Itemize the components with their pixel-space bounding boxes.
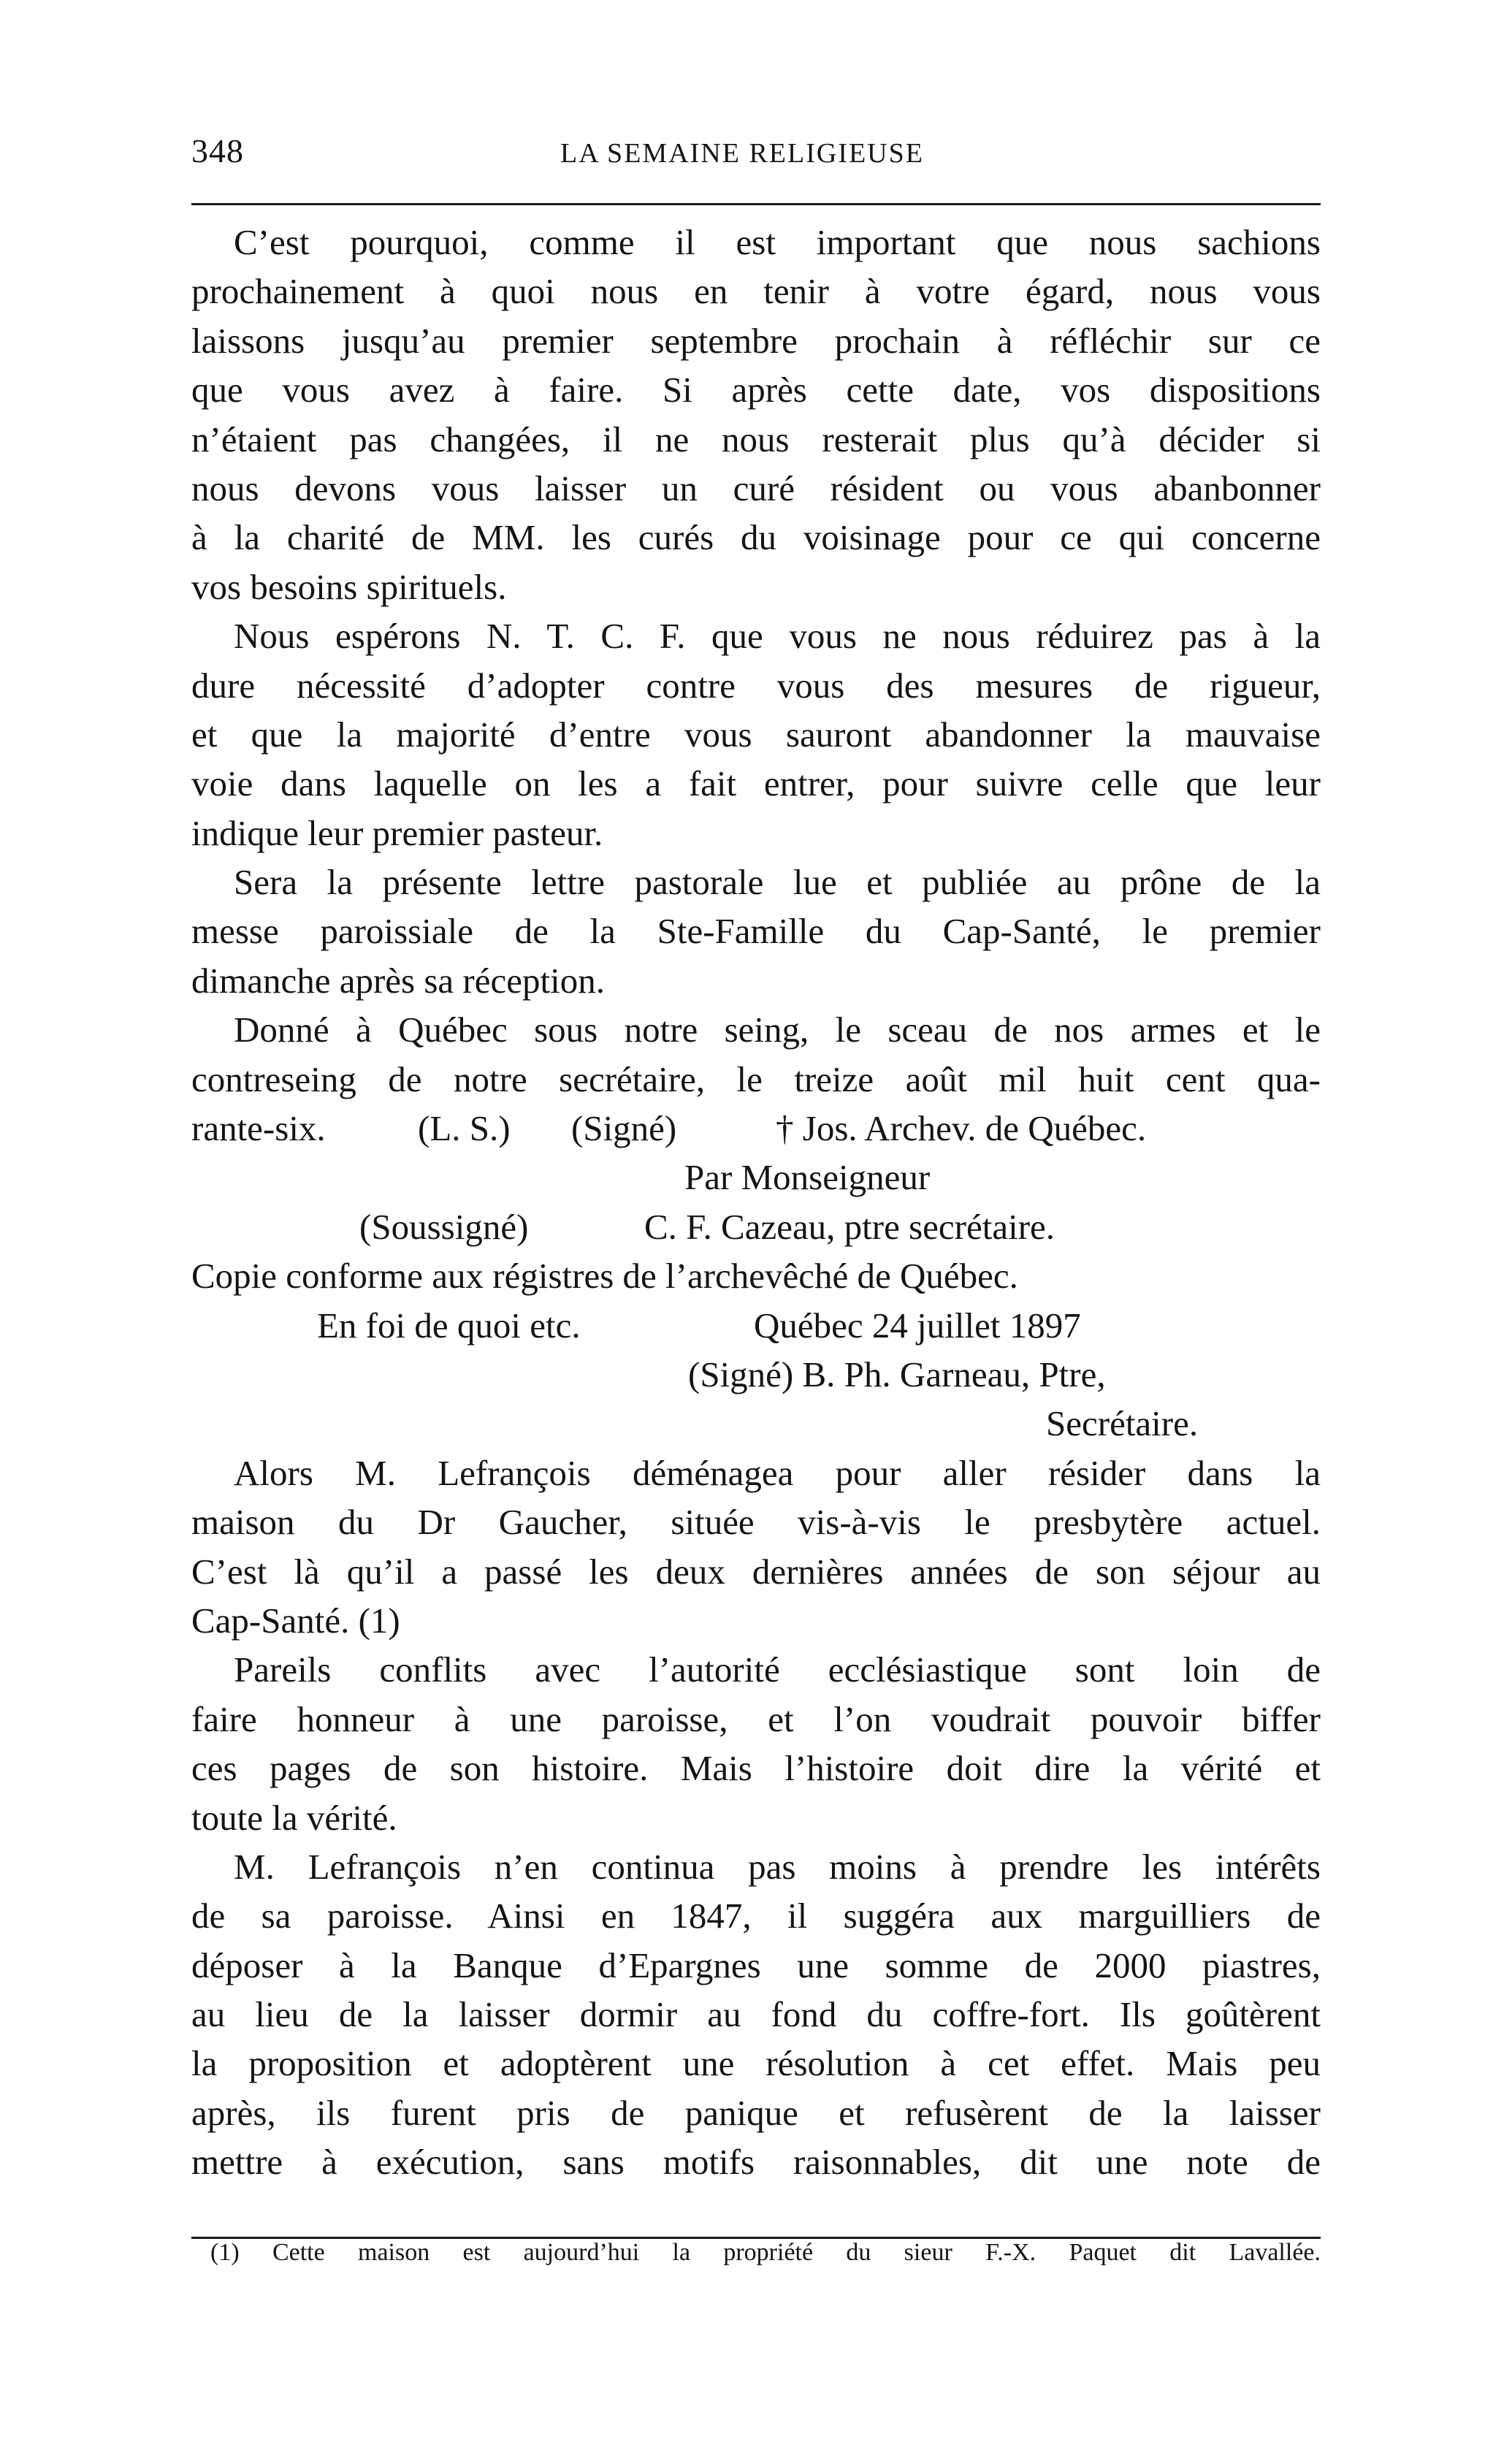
signature-line (191, 1104, 1321, 1153)
text-line: Pareils conflits avec l’autorité ecclésiastique sont loin de (234, 1649, 1321, 1690)
text-line: au lieu de la laisser dormir au fond du coffre-fort. Ils goûtèrent (191, 1994, 1321, 2035)
text-line: Donné à Québec sous notre seing, le sceau de nos armes et le (234, 1010, 1321, 1050)
text-line: vos besoins spirituels. (191, 566, 507, 607)
text-line: après, ils furent pris de panique et refusèrent de la laisser (191, 2092, 1321, 2133)
en-foi: En foi de quoi etc. (317, 1305, 581, 1346)
signature-line (191, 1251, 1321, 1300)
signature-line (191, 1350, 1321, 1399)
signature-line (191, 1202, 1321, 1251)
text-line: prochainement à quoi nous en tenir à votre égard, nous vous (191, 271, 1321, 312)
text-line: C’est pourquoi, comme il est important que nous sachions (234, 222, 1321, 262)
text-line: Alors M. Lefrançois déménagea pour aller résider dans la (234, 1452, 1321, 1493)
signature-line (191, 1399, 1321, 1448)
header-rule (191, 203, 1321, 205)
date-end: rante-six. (191, 1108, 326, 1149)
secretary-signature: C. F. Cazeau, ptre secrétaire. (644, 1206, 1055, 1247)
text-line: faire honneur à une paroisse, et l’on voudrait pouvoir biffer (191, 1698, 1321, 1739)
signed-mark: (Signé) (571, 1108, 677, 1149)
text-line: laissons jusqu’au premier septembre prochain à réfléchir sur ce (191, 320, 1321, 361)
text-line: dure nécessité d’adopter contre vous des mesures de rigueur, (191, 665, 1321, 706)
page-header (191, 131, 1321, 175)
body-text (191, 218, 1321, 2187)
archbishop-signature: † Jos. Archev. de Québec. (776, 1108, 1147, 1149)
text-line: Nous espérons N. T. C. F. que vous ne nous réduirez pas à la (234, 616, 1321, 657)
par-monseigneur: Par Monseigneur (684, 1157, 931, 1198)
running-head: LA SEMAINE RELIGIEUSE (560, 138, 924, 169)
text-line: toute la vérité. (191, 1797, 397, 1838)
text-line: dimanche après sa réception. (191, 960, 605, 1001)
footnote: (1) Cette maison est aujourd’hui la propriété du sieur F.-X. Paquet dit Lavallée. (210, 2239, 1321, 2266)
copy-date: Québec 24 juillet 1897 (754, 1305, 1081, 1346)
signature-line (191, 1153, 1321, 1202)
text-line: n’étaient pas changées, il ne nous resterait plus qu’à décider si (191, 419, 1321, 459)
text-line: contreseing de notre secrétaire, le treize août mil huit cent qua- (191, 1058, 1321, 1099)
text-line: indique leur premier pasteur. (191, 812, 603, 853)
garneau-signature: (Signé) B. Ph. Garneau, Ptre, (688, 1354, 1106, 1394)
text-line: de sa paroisse. Ainsi en 1847, il suggéra aux marguilliers de (191, 1896, 1321, 1936)
text-line: mettre à exécution, sans motifs raisonnables, dit une note de (191, 2142, 1321, 2183)
text-line: nous devons vous laisser un curé résident ou vous abanbonner (191, 468, 1321, 508)
text-line: Sera la présente lettre pastorale lue et publiée au prône de la (234, 862, 1321, 903)
seal-mark: (L. S.) (418, 1108, 511, 1149)
countersigned-mark: (Soussigné) (359, 1206, 529, 1247)
text-line: déposer à la Banque d’Epargnes une somme de 2000 piastres, (191, 1945, 1321, 1985)
text-line: Cap-Santé. (1) (191, 1600, 400, 1641)
secretaire-title: Secrétaire. (1046, 1403, 1199, 1444)
text-line: la proposition et adoptèrent une résolution à cet effet. Mais peu (191, 2043, 1321, 2084)
text-line: maison du Dr Gaucher, située vis-à-vis le presbytère actuel. (191, 1502, 1321, 1543)
copy-statement: Copie conforme aux régistres de l’archevêché de Québec. (191, 1256, 1018, 1297)
text-line: que vous avez à faire. Si après cette date, vos dispositions (191, 370, 1321, 411)
signature-line (191, 1301, 1321, 1350)
text-line: et que la majorité d’entre vous sauront abandonner la mauvaise (191, 714, 1321, 755)
text-line: voie dans laquelle on les a fait entrer, pour suivre celle que leur (191, 763, 1321, 804)
page-number: 348 (191, 132, 244, 169)
text-line: ces pages de son histoire. Mais l’histoire doit dire la vérité et (191, 1748, 1321, 1789)
text-line: C’est là qu’il a passé les deux dernières années de son séjour au (191, 1551, 1321, 1592)
text-line: M. Lefrançois n’en continua pas moins à prendre les intérêts (234, 1846, 1321, 1887)
text-line: messe paroissiale de la Ste-Famille du Cap-Santé, le premier (191, 911, 1321, 952)
text-line: à la charité de MM. les curés du voisinage pour ce qui concerne (191, 517, 1321, 558)
